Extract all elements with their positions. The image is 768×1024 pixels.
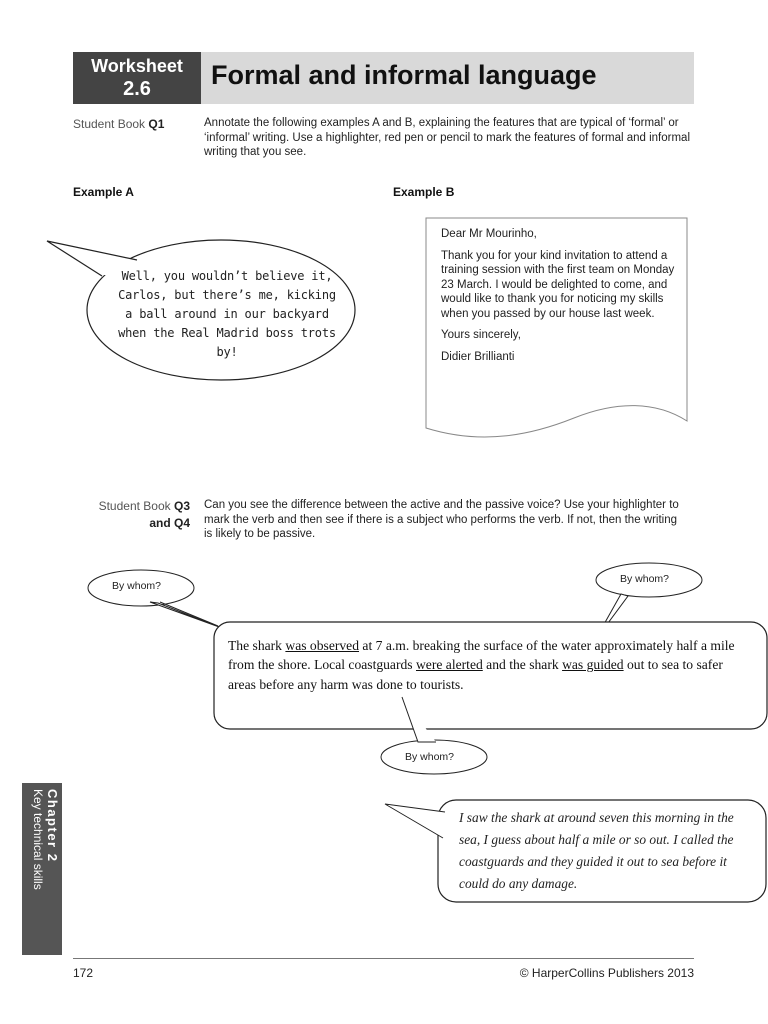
passive-text-2: at 7 a.m. breaking the surface of the water approximately half a mile from the shore. Local coastguards [228, 638, 735, 673]
letter-closing: Yours sincerely, [441, 329, 521, 341]
by-whom-callout-1: By whom? [112, 580, 162, 592]
passive-text-3: and the shark [482, 657, 563, 673]
passive-verb-1: was observed [285, 638, 360, 653]
example-b-label: Example B [393, 185, 455, 199]
by-whom-callout-2: By whom? [620, 573, 670, 585]
page-number: 172 [73, 966, 94, 980]
passive-text-1: The shark [228, 638, 286, 653]
passive-text-4: out to sea to safer areas before any harm was done to tourists. [228, 657, 723, 692]
sb-ref: Q1 [148, 117, 165, 131]
chapter-side-text [22, 783, 62, 955]
instructions-q3q4: Can you see the difference between the active and the passive voice? Use your highlighter to mark the verb and then see if there is a subject who performs the verb. If not, then the writing is likely to be passive. [204, 499, 679, 540]
page-title: Formal and informal language [211, 60, 597, 90]
footer-divider [73, 958, 694, 959]
sb-ref-2: Q3 and Q4 [149, 499, 190, 530]
letter-body: Thank you for your kind invitation to attend a training session with the first team on Monday 23 March. I would be delighted to come, and would like to thank you for noticing my skills when you passed by our house last week. [441, 249, 675, 320]
worksheet-word: Worksheet [91, 56, 183, 76]
sb-prefix: Student Book [73, 117, 146, 131]
passive-verb-3: was guided [562, 657, 624, 673]
sb-prefix-2: Student Book [98, 499, 171, 513]
instructions-q1: Annotate the following examples A and B, explaining the features that are typical of ‘formal’ or ‘informal’ writing. Use a highlighter, red pen or pencil to mark the features of formal and informal writing that you see. [204, 117, 690, 158]
speech-bubble-text: Well, you wouldn’t believe it, Carlos, but there’s me, kicking a ball around in our backyard when the Real Madrid boss trots by! [118, 269, 336, 359]
passive-voice-text [228, 636, 748, 694]
worksheet-number: 2.6 [123, 78, 151, 100]
copyright: © HarperCollins Publishers 2013 [519, 966, 694, 980]
active-voice-text: I saw the shark at around seven this morning in the sea, I guess about half a mile or so out. I called the coastguards and they guided it out to sea before it could do any damage. [459, 810, 734, 891]
passive-verb-2: were alerted [415, 657, 483, 673]
letter-salutation: Dear Mr Mourinho, [441, 228, 537, 240]
example-a-label: Example A [73, 185, 134, 199]
by-whom-callout-3: By whom? [405, 751, 455, 763]
chapter-label: Chapter 2 [45, 789, 60, 863]
letter-signature: Didier Brillianti [441, 350, 515, 363]
chapter-subtitle: Key technical skills [31, 789, 45, 890]
